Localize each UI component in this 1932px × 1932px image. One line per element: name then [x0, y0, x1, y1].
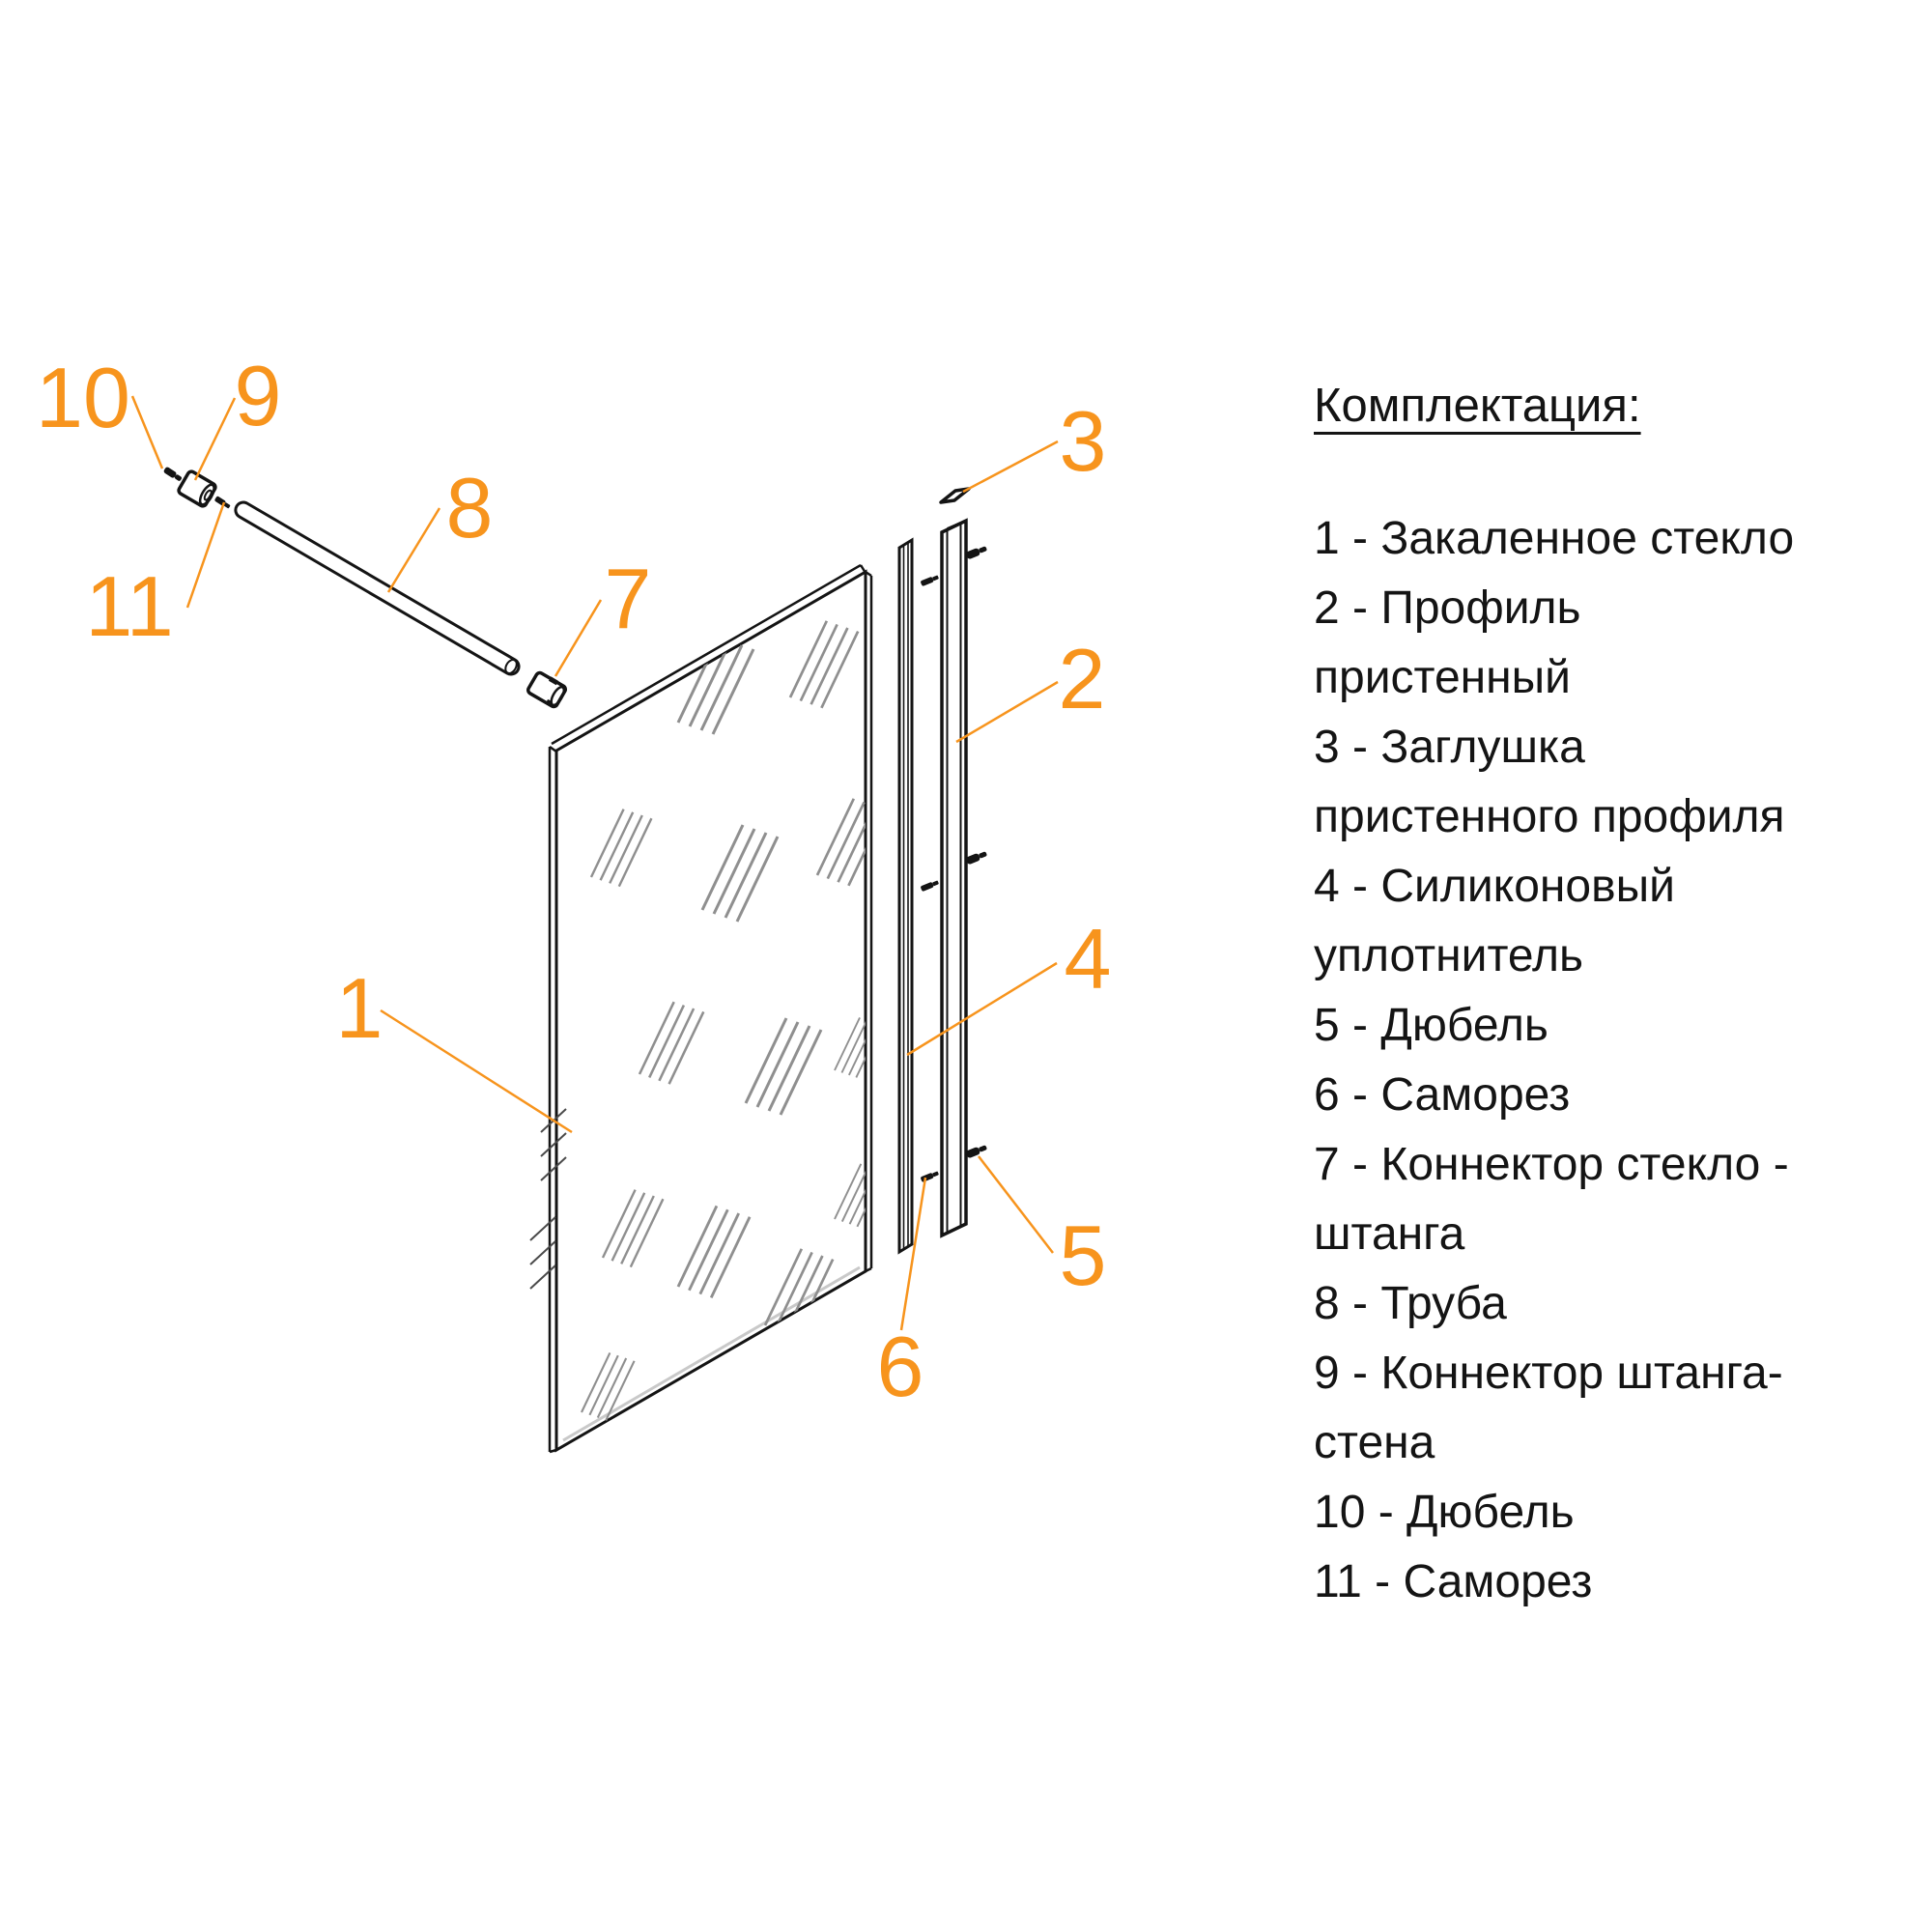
dowel-icon [965, 545, 987, 560]
callout-leader-9 [195, 398, 235, 480]
callout-leader-7 [555, 600, 601, 676]
legend-item-7-cont: штанга [1314, 1208, 1465, 1260]
legend-panel [1314, 371, 1810, 1617]
callout-number-5: 5 [1059, 1208, 1107, 1303]
dowel-icon [965, 1144, 987, 1159]
legend-item-9: 9 - Коннектор штанга- [1314, 1348, 1783, 1399]
part-dowel-10 [163, 467, 184, 483]
callout-number-10: 10 [36, 350, 130, 445]
part-wall-profile [942, 521, 966, 1236]
legend-item-8: 8 - Труба [1314, 1278, 1507, 1329]
callout-leader-2 [956, 682, 1058, 742]
callout-leader-1 [381, 1010, 572, 1132]
legend-item-7: 7 - Коннектор стекло - [1314, 1139, 1789, 1190]
callout-number-2: 2 [1058, 631, 1106, 726]
part-silicone-seal [899, 540, 912, 1252]
screw-icon [921, 879, 940, 892]
legend-items [1314, 504, 1810, 1617]
part-wall-dowels [965, 545, 987, 1159]
callout-leader-8 [388, 508, 440, 592]
legend-item-3: 3 - Заглушка [1314, 722, 1585, 773]
legend-item-2-cont: пристенный [1314, 652, 1571, 703]
callout-leader-5 [979, 1156, 1053, 1253]
callout-number-7: 7 [604, 551, 652, 646]
callout-leader-11 [187, 502, 224, 608]
part-wall-screws [921, 574, 940, 1182]
legend-item-3-cont: пристенного профиля [1314, 791, 1785, 842]
callout-leader-10 [132, 396, 162, 469]
callout-number-9: 9 [234, 348, 282, 443]
legend-item-4: 4 - Силиконовый [1314, 861, 1675, 912]
callout-number-4: 4 [1064, 911, 1112, 1007]
part-glass-panel [530, 565, 885, 1452]
callout-number-8: 8 [445, 460, 494, 555]
legend-item-2: 2 - Профиль [1314, 582, 1581, 634]
legend-title: Комплектация: [1314, 380, 1641, 432]
legend-item-11: 11 - Саморез [1314, 1556, 1593, 1607]
legend-item-5: 5 - Дюбель [1314, 1000, 1548, 1051]
legend-item-1: 1 - Закаленное стекло [1314, 513, 1795, 564]
legend-item-6: 6 - Саморез [1314, 1069, 1571, 1121]
callout-number-6: 6 [876, 1319, 924, 1414]
callout-number-1: 1 [335, 960, 384, 1056]
callout-number-3: 3 [1059, 393, 1107, 489]
callout-leader-4 [907, 963, 1057, 1055]
glass-face [556, 572, 866, 1450]
callout-leader-3 [963, 441, 1058, 492]
dowel-icon [965, 850, 987, 866]
legend-item-4-cont: уплотнитель [1314, 930, 1584, 981]
screw-icon [921, 1170, 940, 1182]
legend-item-9-cont: стена [1314, 1417, 1435, 1468]
legend-item-10: 10 - Дюбель [1314, 1487, 1575, 1538]
screw-icon [921, 574, 940, 586]
callout-number-11: 11 [85, 558, 174, 654]
part-connector-glass-rod [526, 669, 568, 709]
